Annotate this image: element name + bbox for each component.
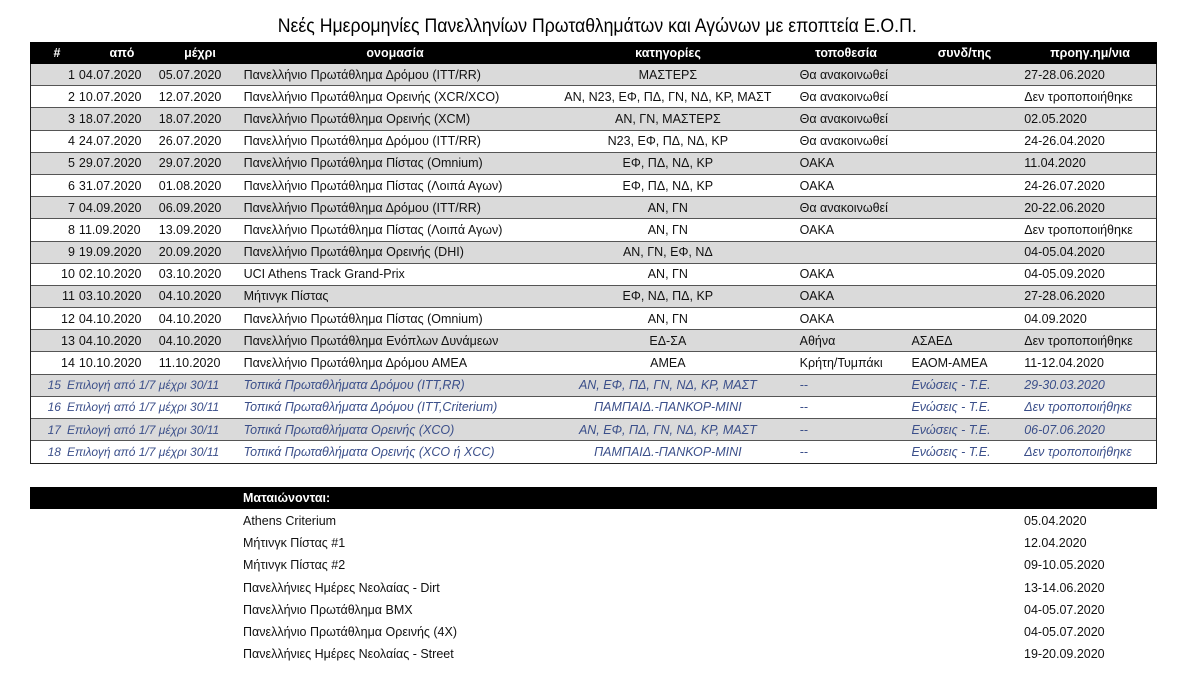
row-from: 19.09.2020 (78, 245, 142, 260)
row-location: -- (799, 445, 808, 460)
table-row-regional (31, 441, 1156, 463)
row-organizer: ΕΑΟΜ-ΑΜΕΑ (911, 356, 988, 371)
table-row (31, 131, 1156, 153)
row-num: 16 (47, 400, 61, 415)
cancelled-date: 19-20.09.2020 (1024, 647, 1105, 662)
row-previous: 24-26.04.2020 (1024, 134, 1105, 149)
row-from: 04.10.2020 (78, 333, 142, 348)
row-to: 03.10.2020 (158, 267, 222, 282)
row-name: Πανελλήνιο Πρωτάθλημα Δρόμου ΑΜΕΑ (243, 356, 468, 371)
row-to: 04.10.2020 (158, 311, 222, 326)
row-categories: ΑΝ, ΓΝ (647, 222, 688, 237)
row-location: Θα ανακοινωθεί (799, 111, 888, 126)
row-from: 18.07.2020 (78, 111, 142, 126)
row-categories: ΠΑΜΠΑΙΔ.-ΠΑΝΚΟΡ-MINI (594, 445, 742, 460)
row-location: -- (799, 400, 808, 415)
row-num: 4 (67, 134, 75, 149)
table-row (31, 286, 1156, 308)
table-row (31, 264, 1156, 286)
table-row (31, 242, 1156, 264)
row-categories: ΑΝ, ΓΝ (647, 311, 688, 326)
row-location: -- (799, 422, 808, 437)
table-row (31, 175, 1156, 197)
row-previous: 29-30.03.2020 (1024, 378, 1105, 393)
row-name: Πανελλήνιο Πρωτάθλημα Ενόπλων Δυνάμεων (243, 333, 499, 348)
table-header (30, 42, 1157, 64)
row-from: 10.07.2020 (78, 89, 142, 104)
table-body (30, 64, 1157, 464)
cancelled-header (30, 487, 1157, 509)
table-row (31, 308, 1156, 330)
row-num: 15 (47, 378, 61, 393)
row-categories: ΑΝ, ΓΝ (647, 267, 688, 282)
cancelled-name: Πανελλήνιο Πρωτάθλημα BMX (243, 602, 413, 617)
row-num: 2 (67, 89, 75, 104)
row-previous: 04-05.09.2020 (1024, 267, 1105, 282)
row-from: 31.07.2020 (78, 178, 142, 193)
table-row-regional (31, 375, 1156, 397)
row-categories: Ν23, ΕΦ, ΠΔ, ΝΔ, ΚΡ (607, 134, 729, 149)
cancelled-date: 09-10.05.2020 (1024, 558, 1105, 573)
row-name: Πανελλήνιο Πρωτάθλημα Ορεινής (DHI) (243, 245, 464, 260)
table-row (31, 197, 1156, 219)
row-name: UCI Athens Track Grand-Prix (243, 267, 405, 282)
row-to: 06.09.2020 (158, 200, 222, 215)
row-location: Αθήνα (799, 333, 836, 348)
row-from: 04.09.2020 (78, 200, 142, 215)
row-name: Πανελλήνιο Πρωτάθλημα Πίστας (Λοιπά Αγων) (243, 178, 503, 193)
header-previous: προηγ.ημ/νια (1050, 46, 1130, 60)
row-name: Πανελλήνιο Πρωτάθλημα Ορεινής (XCR/XCO) (243, 89, 500, 104)
row-categories: ΑΝ, ΓΝ (647, 200, 688, 215)
row-previous: Δεν τροποποιήθηκε (1024, 222, 1133, 237)
row-from: 02.10.2020 (78, 267, 142, 282)
header-name: ονομασία (366, 46, 424, 60)
cancelled-name: Athens Criterium (243, 514, 337, 528)
row-previous: 24-26.07.2020 (1024, 178, 1105, 193)
row-to: 05.07.2020 (158, 67, 222, 82)
cancelled-name: Πανελλήνιες Ημέρες Νεολαίας - Dirt (243, 580, 440, 595)
table-row (31, 352, 1156, 374)
row-location: ΟΑΚΑ (799, 178, 835, 193)
row-location: Κρήτη/Τυμπάκι (799, 356, 883, 371)
cancelled-item (30, 577, 1157, 599)
row-previous: 11-12.04.2020 (1024, 356, 1104, 371)
row-to: 26.07.2020 (158, 134, 222, 149)
row-categories: ΑΝ, Ν23, ΕΦ, ΠΔ, ΓΝ, ΝΔ, ΚΡ, ΜΑΣΤ (564, 89, 772, 104)
row-name: Τοπικά Πρωταθλήματα Ορεινής (XCO ή XCC) (243, 445, 495, 460)
cancelled-item (30, 621, 1157, 643)
row-previous: 04.09.2020 (1024, 311, 1087, 326)
row-name: Πανελλήνιο Πρωτάθλημα Πίστας (Omnium) (243, 156, 483, 171)
row-name: Τοπικά Πρωταθλήματα Δρόμου (ITT,RR) (243, 378, 465, 393)
row-categories: ΑΝ, ΕΦ, ΠΔ, ΓΝ, ΝΔ, ΚΡ, ΜΑΣΤ (578, 422, 757, 437)
table-row (31, 219, 1156, 241)
header-location: τοποθεσία (815, 46, 877, 60)
row-from: 29.07.2020 (78, 156, 142, 171)
row-previous: 04-05.04.2020 (1024, 245, 1105, 260)
row-categories: ΕΦ, ΠΔ, ΝΔ, ΚΡ (622, 178, 714, 193)
row-categories: ΜΑΣΤΕΡΣ (638, 67, 698, 82)
cancelled-name: Πανελλήνιες Ημέρες Νεολαίας - Street (243, 647, 454, 662)
row-organizer: Ενώσεις - Τ.Ε. (911, 400, 991, 415)
row-previous: Δεν τροποποιήθηκε (1024, 400, 1132, 415)
row-num: 18 (47, 445, 61, 460)
row-num: 13 (61, 333, 75, 348)
row-name: Πανελλήνιο Πρωτάθλημα Ορεινής (XCM) (243, 111, 471, 126)
row-location: ΟΑΚΑ (799, 222, 835, 237)
row-location: Θα ανακοινωθεί (799, 134, 888, 149)
row-location: ΟΑΚΑ (799, 289, 835, 304)
table-row (31, 64, 1156, 86)
schedule-table (30, 42, 1157, 464)
row-categories: ΑΝ, ΓΝ, ΕΦ, ΝΔ (622, 245, 713, 260)
row-num: 3 (67, 111, 75, 126)
row-organizer: Ενώσεις - Τ.Ε. (911, 445, 991, 460)
row-previous: 27-28.06.2020 (1024, 289, 1105, 304)
row-location: Θα ανακοινωθεί (799, 89, 888, 104)
cancelled-date: 04-05.07.2020 (1024, 624, 1105, 639)
cancelled-date: 05.04.2020 (1024, 514, 1087, 528)
row-to: 04.10.2020 (158, 289, 222, 304)
row-categories: ΑΝ, ΓΝ, ΜΑΣΤΕΡΣ (615, 111, 721, 126)
table-row (31, 153, 1156, 175)
row-num: 14 (61, 356, 75, 371)
table-row-regional (31, 419, 1156, 441)
header-organizer: συνδ/της (937, 46, 992, 60)
row-num: 9 (67, 245, 75, 260)
row-to: 04.10.2020 (158, 333, 222, 348)
row-period: Επιλογή από 1/7 μέχρι 30/11 (66, 422, 220, 437)
row-name: Πανελλήνιο Πρωτάθλημα Δρόμου (ITT/RR) (243, 200, 481, 215)
row-num: 6 (67, 178, 75, 193)
header-from: από (109, 46, 135, 60)
table-row (31, 108, 1156, 130)
row-from: 04.10.2020 (78, 311, 142, 326)
row-num: 10 (61, 267, 75, 282)
row-num: 5 (67, 156, 75, 171)
row-to: 01.08.2020 (158, 178, 222, 193)
row-previous: 11.04.2020 (1024, 156, 1086, 171)
row-location: Θα ανακοινωθεί (799, 200, 888, 215)
row-from: 11.09.2020 (78, 222, 141, 237)
row-previous: 27-28.06.2020 (1024, 67, 1105, 82)
row-categories: ΕΦ, ΠΔ, ΝΔ, ΚΡ (622, 156, 714, 171)
table-row (31, 86, 1156, 108)
row-categories: ΑΝ, ΕΦ, ΠΔ, ΓΝ, ΝΔ, ΚΡ, ΜΑΣΤ (578, 378, 757, 393)
row-categories: ΕΔ-ΣΑ (649, 333, 687, 348)
cancelled-date: 12.04.2020 (1024, 536, 1087, 551)
row-name: Πανελλήνιο Πρωτάθλημα Δρόμου (ITT/RR) (243, 134, 481, 149)
cancelled-date: 04-05.07.2020 (1024, 602, 1105, 617)
row-name: Πανελλήνιο Πρωτάθλημα Πίστας (Omnium) (243, 311, 483, 326)
row-period: Επιλογή από 1/7 μέχρι 30/11 (66, 400, 220, 415)
table-row-regional (31, 397, 1156, 419)
row-name: Πανελλήνιο Πρωτάθλημα Δρόμου (ITT/RR) (243, 67, 481, 82)
row-num: 7 (67, 200, 75, 215)
cancelled-item (30, 643, 1157, 665)
cancelled-list (30, 510, 1157, 665)
cancelled-name: Μήτινγκ Πίστας #1 (243, 536, 346, 551)
row-location: ΟΑΚΑ (799, 156, 835, 171)
row-organizer: Ενώσεις - Τ.Ε. (911, 378, 991, 393)
row-from: 03.10.2020 (78, 289, 142, 304)
row-to: 12.07.2020 (158, 89, 222, 104)
row-to: 13.09.2020 (158, 222, 222, 237)
row-previous: Δεν τροποποιήθηκε (1024, 333, 1133, 348)
row-previous: Δεν τροποποιήθηκε (1024, 445, 1132, 460)
row-to: 20.09.2020 (158, 245, 222, 260)
row-to: 18.07.2020 (158, 111, 222, 126)
row-period: Επιλογή από 1/7 μέχρι 30/11 (66, 378, 220, 393)
cancelled-date: 13-14.06.2020 (1024, 580, 1105, 595)
row-location: Θα ανακοινωθεί (799, 67, 888, 82)
row-num: 17 (47, 422, 61, 437)
row-categories: ΑΜΕΑ (650, 356, 686, 371)
row-from: 24.07.2020 (78, 134, 142, 149)
row-name: Πανελλήνιο Πρωτάθλημα Πίστας (Λοιπά Αγων) (243, 222, 503, 237)
row-to: 11.10.2020 (158, 356, 221, 371)
cancelled-item (30, 554, 1157, 576)
row-num: 1 (67, 67, 75, 82)
row-previous: 06-07.06.2020 (1024, 422, 1105, 437)
row-previous: 02.05.2020 (1024, 111, 1087, 126)
row-name: Τοπικά Πρωταθλήματα Δρόμου (ITT,Criterium) (243, 400, 498, 415)
cancelled-item (30, 510, 1157, 532)
row-organizer: ΑΣΑΕΔ (911, 333, 953, 348)
header-categories: κατηγορίες (635, 46, 701, 60)
row-location: -- (799, 378, 808, 393)
row-previous: 20-22.06.2020 (1024, 200, 1105, 215)
row-categories: ΕΦ, ΝΔ, ΠΔ, ΚΡ (622, 289, 714, 304)
row-num: 8 (67, 222, 75, 237)
header-to: μέχρι (184, 46, 216, 60)
row-from: 10.10.2020 (78, 356, 142, 371)
row-categories: ΠΑΜΠΑΙΔ.-ΠΑΝΚΟΡ-MINI (594, 400, 742, 415)
row-location: ΟΑΚΑ (799, 311, 835, 326)
row-organizer: Ενώσεις - Τ.Ε. (911, 422, 991, 437)
cancelled-item (30, 532, 1157, 554)
header-num: # (53, 46, 61, 60)
row-num: 11 (61, 289, 75, 304)
cancelled-name: Μήτινγκ Πίστας #2 (243, 558, 346, 573)
page-title: Νεές Ημερομηνίες Πανελληνίων Πρωταθλημάτων και Αγώνων με εποπτεία Ε.Ο.Π. (277, 16, 917, 37)
row-period: Επιλογή από 1/7 μέχρι 30/11 (66, 445, 220, 460)
row-from: 04.07.2020 (78, 67, 142, 82)
row-name: Μήτινγκ Πίστας (243, 289, 329, 304)
cancelled-name: Πανελλήνιο Πρωτάθλημα Ορεινής (4X) (243, 624, 458, 639)
table-row (31, 330, 1156, 352)
cancelled-item (30, 599, 1157, 621)
cancelled-label: Ματαιώνονται: (243, 491, 331, 505)
row-num: 12 (61, 311, 75, 326)
row-previous: Δεν τροποποιήθηκε (1024, 89, 1133, 104)
row-location: ΟΑΚΑ (799, 267, 835, 282)
row-name: Τοπικά Πρωταθλήματα Ορεινής (XCO) (243, 422, 455, 437)
row-to: 29.07.2020 (158, 156, 222, 171)
